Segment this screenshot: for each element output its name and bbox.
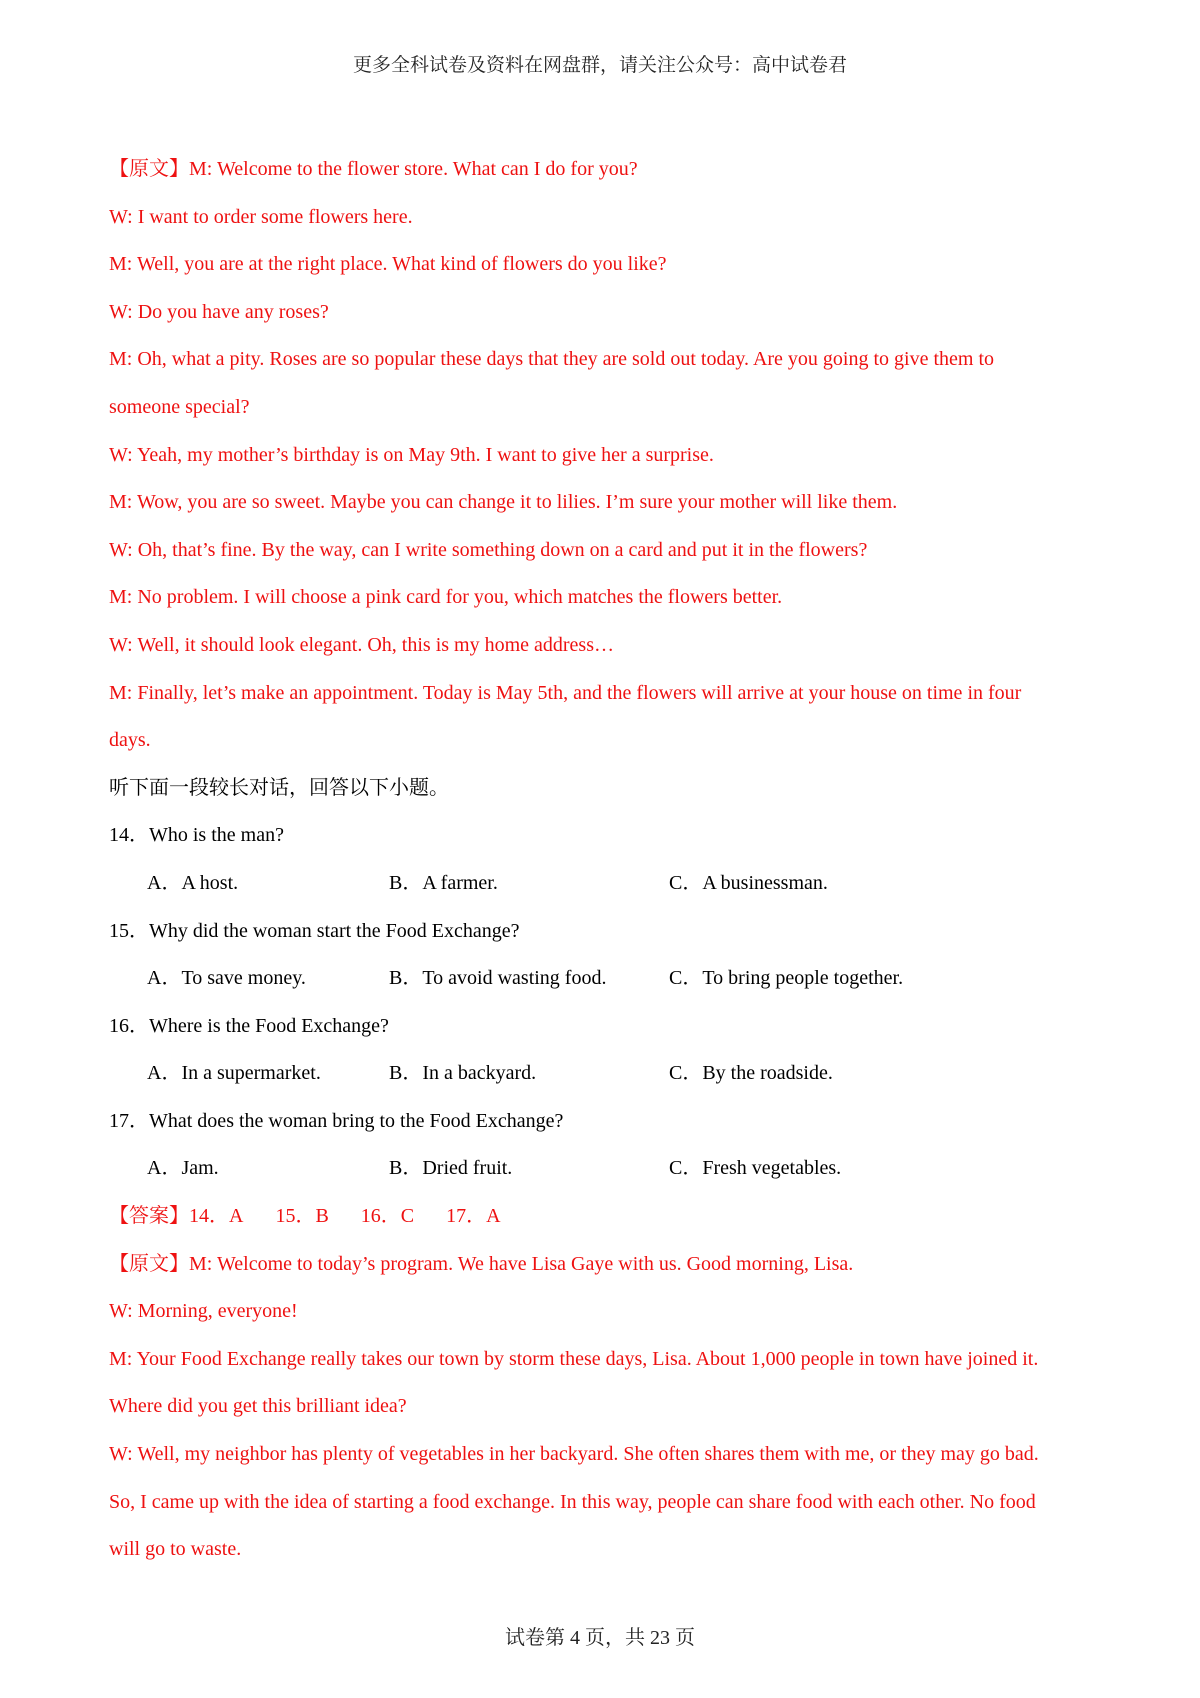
transcript-2 bbox=[109, 1241, 1109, 1574]
answer-item: 16．C bbox=[360, 1205, 415, 1228]
option-c: C．A businessman. bbox=[669, 871, 828, 894]
transcript-line bbox=[109, 479, 1109, 527]
option-a: A．In a supermarket. bbox=[147, 1062, 321, 1085]
transcript-text: M: Oh, what a pity. Roses are so popular these days that they are sold out today. Are you going to give them to bbox=[109, 348, 995, 371]
answer-item: 15．B bbox=[275, 1205, 329, 1228]
transcript-line bbox=[109, 1241, 1109, 1289]
answer-line bbox=[109, 1193, 1109, 1241]
transcript-line bbox=[109, 574, 1109, 622]
transcript-line bbox=[109, 622, 1109, 670]
transcript-text: W: Well, it should look elegant. Oh, this is my home address… bbox=[109, 633, 614, 656]
question-text: Where is the Food Exchange? bbox=[149, 1014, 389, 1037]
transcript-text: Where did you get this brilliant idea? bbox=[109, 1395, 407, 1418]
question-stem bbox=[109, 908, 1109, 956]
transcript-line bbox=[109, 289, 1109, 337]
transcript-line bbox=[109, 1383, 1109, 1431]
option-a: A．A host. bbox=[147, 871, 239, 894]
option-row bbox=[109, 1145, 1109, 1193]
option-c: C．Fresh vegetables. bbox=[669, 1157, 842, 1180]
option-row bbox=[109, 860, 1109, 908]
answer-items bbox=[189, 1205, 533, 1227]
question-number: 16． bbox=[109, 1014, 149, 1037]
transcript-text: will go to waste. bbox=[109, 1538, 242, 1561]
transcript-line bbox=[109, 717, 1109, 765]
transcript-line bbox=[109, 336, 1109, 384]
page-footer: 试卷第 4 页，共 23 页 bbox=[505, 1627, 695, 1649]
question-number: 17． bbox=[109, 1109, 149, 1132]
transcript-text: days. bbox=[109, 729, 151, 752]
question-number: 15． bbox=[109, 919, 149, 942]
option-b: B．In a backyard. bbox=[389, 1062, 537, 1085]
transcript-line bbox=[109, 1336, 1109, 1384]
transcript-line bbox=[109, 1526, 1109, 1574]
question-list bbox=[109, 812, 1109, 1193]
transcript-text: M: Welcome to today’s program. We have Lisa Gaye with us. Good morning, Lisa. bbox=[189, 1252, 854, 1275]
transcript-line bbox=[109, 432, 1109, 480]
question-text: Why did the woman start the Food Exchange? bbox=[149, 919, 520, 942]
question-number: 14． bbox=[109, 824, 149, 847]
page-header: 更多全科试卷及资料在网盘群，请关注公众号：高中试卷君 bbox=[352, 55, 847, 76]
option-b: B．To avoid wasting food. bbox=[389, 967, 607, 990]
transcript-text: W: Oh, that’s fine. By the way, can I write something down on a card and put it in the flowers? bbox=[109, 538, 868, 561]
option-c: C．By the roadside. bbox=[669, 1062, 833, 1085]
question-text: Who is the man? bbox=[149, 824, 284, 847]
transcript-label: 【原文】 bbox=[109, 158, 189, 180]
option-a: A．Jam. bbox=[147, 1157, 219, 1180]
transcript-text: W: Yeah, my mother’s birthday is on May 9th. I want to give her a surprise. bbox=[109, 443, 714, 466]
transcript-text: M: Finally, let’s make an appointment. Today is May 5th, and the flowers will arrive at your house on time in four bbox=[109, 681, 1022, 704]
document-body bbox=[109, 146, 1109, 1574]
transcript-text: W: I want to order some flowers here. bbox=[109, 205, 413, 228]
question-stem bbox=[109, 1098, 1109, 1146]
transcript-line bbox=[109, 241, 1109, 289]
option-row bbox=[109, 1050, 1109, 1098]
transcript-text: W: Morning, everyone! bbox=[109, 1300, 298, 1323]
transcript-text: M: Well, you are at the right place. What kind of flowers do you like? bbox=[109, 253, 667, 276]
question-stem bbox=[109, 1003, 1109, 1051]
question-text: What does the woman bring to the Food Exchange? bbox=[149, 1109, 564, 1132]
transcript-line bbox=[109, 146, 1109, 194]
transcript-text: W: Do you have any roses? bbox=[109, 300, 329, 323]
transcript-text: someone special? bbox=[109, 395, 250, 418]
transcript-label: 【原文】 bbox=[109, 1252, 189, 1275]
transcript-line bbox=[109, 1288, 1109, 1336]
transcript-text: M: Your Food Exchange really takes our town by storm these days, Lisa. About 1,000 people in town have joined it. bbox=[109, 1347, 1039, 1370]
answer-item: 14．A bbox=[189, 1205, 244, 1228]
option-row bbox=[109, 955, 1109, 1003]
answer-item: 17．A bbox=[446, 1205, 501, 1228]
option-a: A．To save money. bbox=[147, 967, 306, 990]
question-stem bbox=[109, 812, 1109, 860]
transcript-text: M: Wow, you are so sweet. Maybe you can change it to lilies. I’m sure your mother will like them. bbox=[109, 491, 898, 514]
transcript-line bbox=[109, 1431, 1109, 1479]
transcript-text: M: No problem. I will choose a pink card for you, which matches the flowers better. bbox=[109, 586, 783, 609]
transcript-text: So, I came up with the idea of starting a food exchange. In this way, people can share food with each other. No food bbox=[109, 1490, 1036, 1513]
instruction: 听下面一段较长对话，回答以下小题。 bbox=[109, 776, 449, 799]
transcript-line bbox=[109, 194, 1109, 242]
option-b: B．Dried fruit. bbox=[389, 1157, 513, 1180]
transcript-text: M: Welcome to the flower store. What can I do for you? bbox=[189, 158, 638, 180]
option-b: B．A farmer. bbox=[389, 871, 498, 894]
transcript-line bbox=[109, 670, 1109, 718]
transcript-1 bbox=[109, 146, 1109, 765]
transcript-line bbox=[109, 1479, 1109, 1527]
transcript-line bbox=[109, 527, 1109, 575]
option-c: C．To bring people together. bbox=[669, 967, 904, 990]
answer-label: 【答案】 bbox=[109, 1205, 189, 1228]
transcript-line bbox=[109, 384, 1109, 432]
transcript-text: W: Well, my neighbor has plenty of vegetables in her backyard. She often shares them with me, or they may go bad. bbox=[109, 1443, 1039, 1466]
